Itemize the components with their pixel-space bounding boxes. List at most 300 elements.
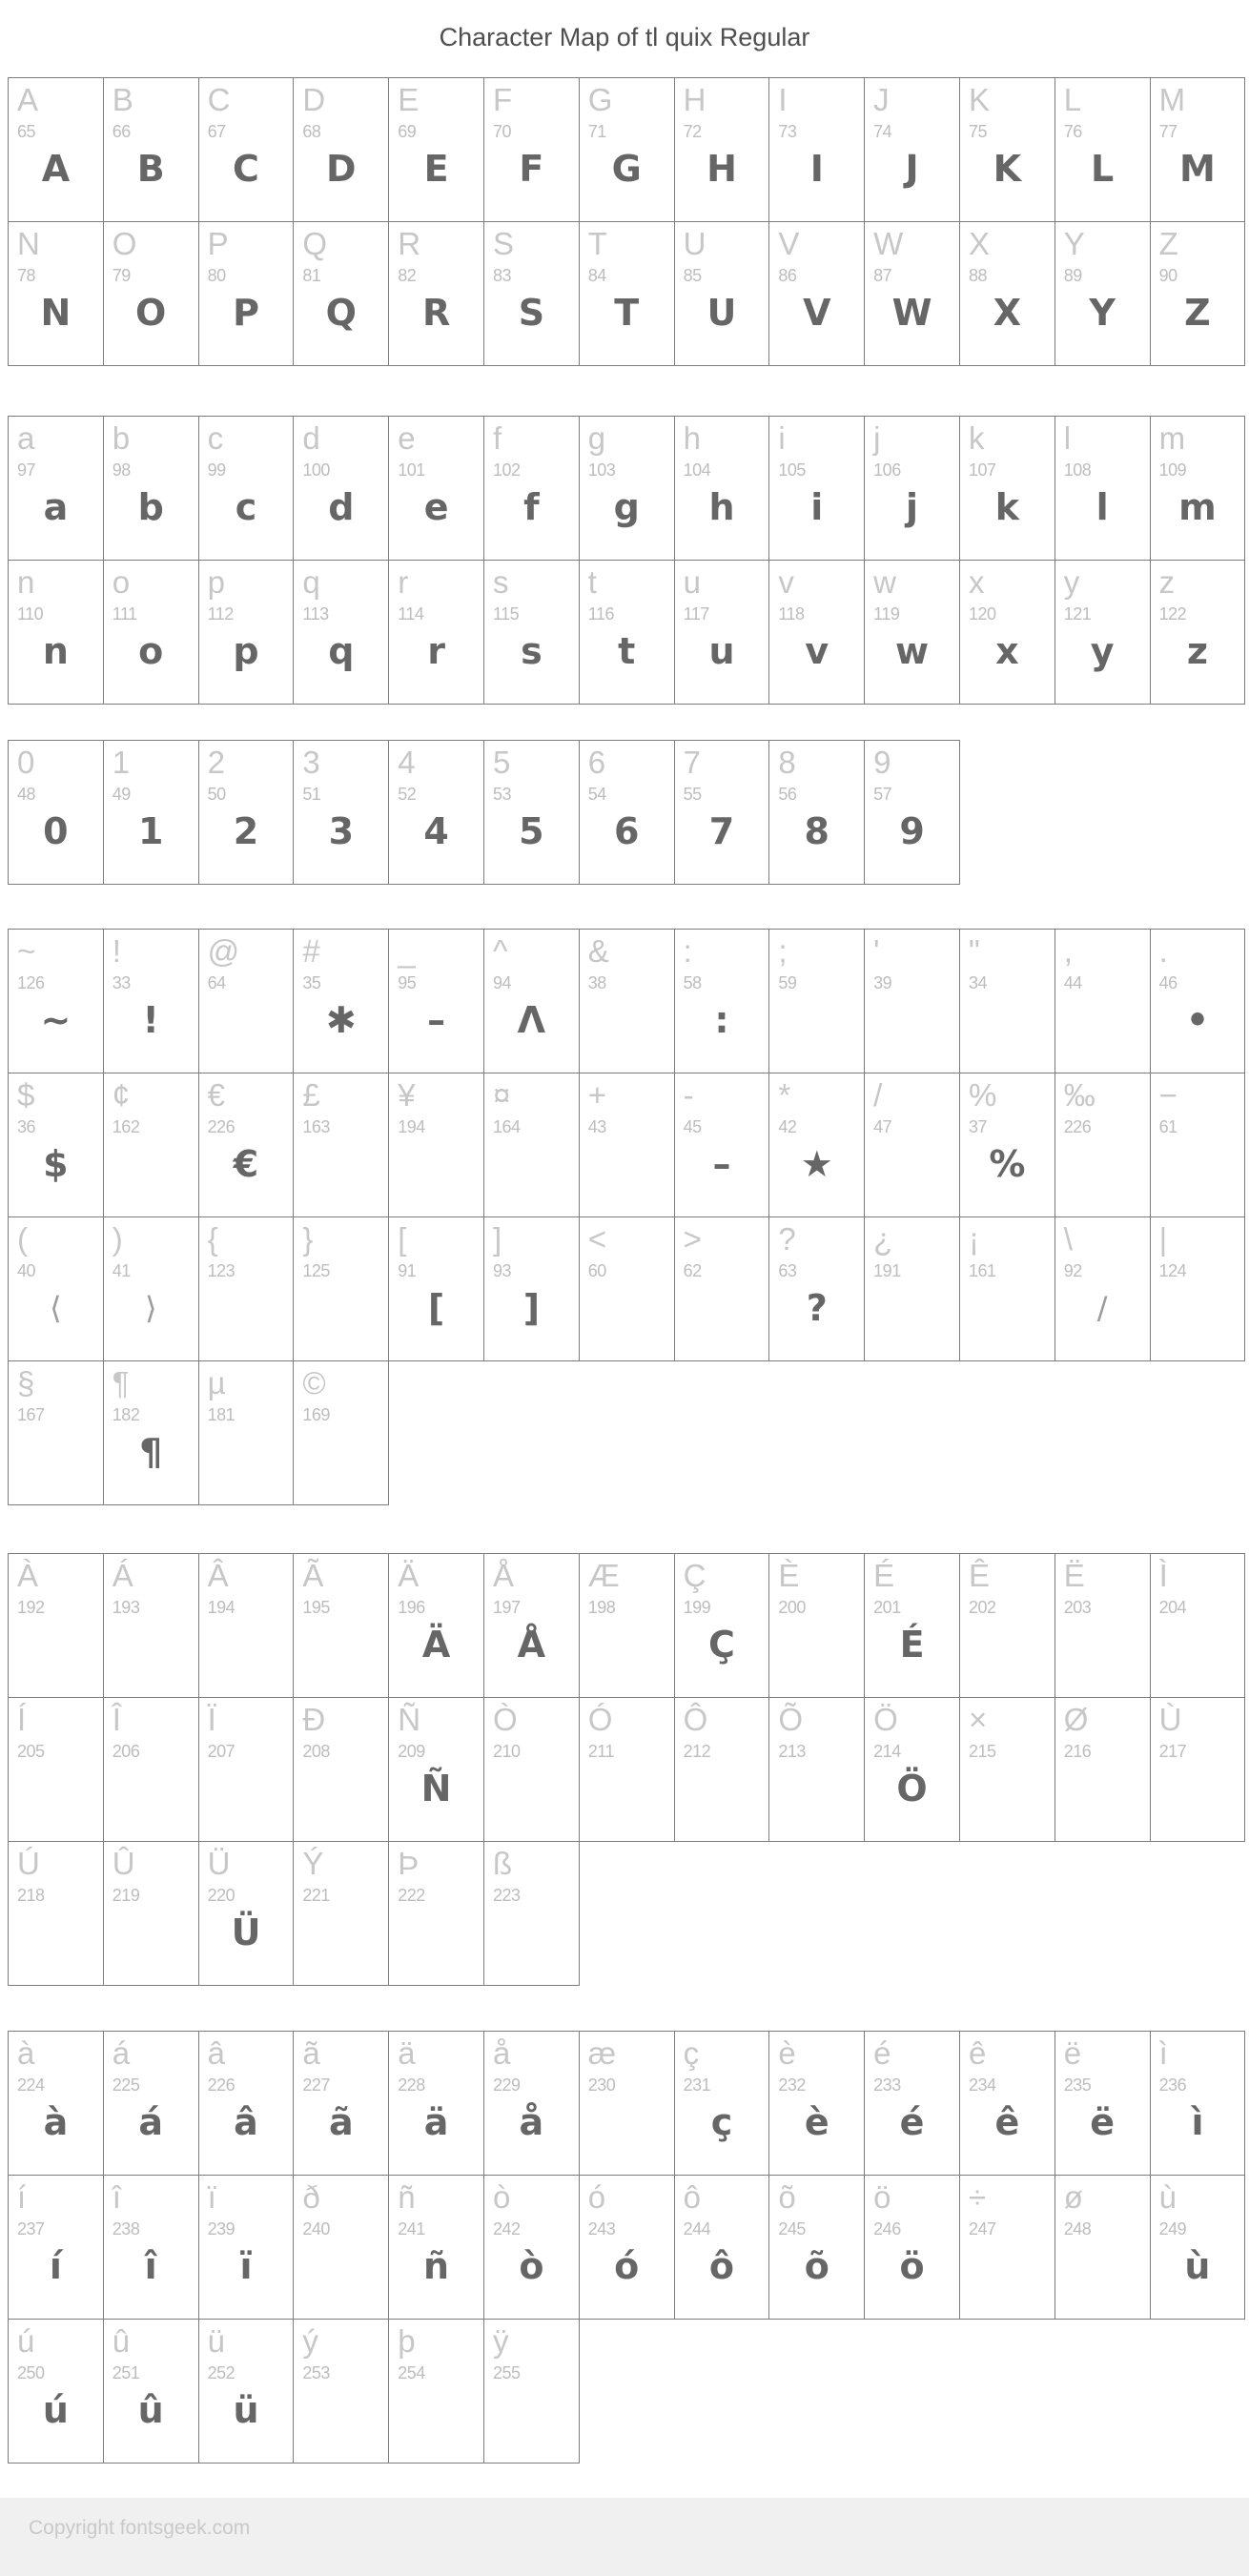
cell-char-code: 169 [302,1405,330,1424]
cell-char-code: 93 [492,1261,512,1280]
cell-char-label: x [968,564,984,600]
cell-glyph: ö [899,2245,925,2287]
cell-char-label: ê [968,2035,986,2071]
cell-char-code: 209 [398,1742,425,1761]
cell-char-code: 120 [968,604,996,624]
char-cell [293,1841,389,1986]
cell-glyph: ï [239,2245,253,2287]
cell-char-label: ô [683,2179,700,2215]
cell-glyph [580,1135,674,1194]
cell-glyph: Ö [896,1768,928,1809]
cell-char-code: 99 [207,460,226,480]
char-cell [103,1697,199,1842]
cell-char-label: g [587,420,605,456]
cell-glyph: É [899,1624,925,1666]
char-cell [483,740,580,885]
cell-char-label: o [112,564,130,600]
cell-char-code: 62 [683,1261,702,1280]
cell-glyph: – [427,999,446,1041]
cell-char-code: 69 [398,122,417,141]
cell-char-label: T [587,226,606,261]
char-cell [483,2319,580,2464]
cell-char-label: f [492,420,502,456]
cell-char-label: ñ [398,2179,415,2215]
cell-char-code: 67 [207,122,226,141]
cell-char-code: 77 [1158,122,1177,141]
cell-char-label: ç [683,2035,699,2071]
cell-glyph: K [993,148,1022,190]
cell-char-code: 243 [587,2219,616,2239]
cell-char-code: 162 [112,1117,140,1136]
char-cell [579,221,675,366]
cell-char-code: 76 [1063,122,1082,141]
cell-char-label: Ö [873,1702,897,1737]
cell-char-code: 82 [398,266,417,285]
char-cell [198,1553,295,1698]
char-cell [8,740,104,885]
cell-char-label: . [1158,933,1167,969]
cell-glyph: ó [614,2245,640,2287]
cell-char-label: ¿ [873,1221,892,1257]
cell-char-label: n [17,564,34,600]
cell-char-label: e [398,420,415,456]
cell-char-label: Ô [683,1702,707,1737]
char-cell [674,929,770,1073]
cell-char-code: 182 [112,1405,140,1424]
cell-char-code: 220 [207,1886,235,1905]
cell-glyph [1151,1615,1245,1674]
cell-char-label: Á [112,1558,133,1593]
char-row [8,560,1249,705]
char-cell [8,1216,104,1361]
char-cell [768,221,865,366]
cell-char-code: 111 [112,604,137,624]
char-cell [198,929,295,1073]
cell-char-code: 249 [1158,2219,1187,2239]
cell-glyph: ú [42,2389,69,2431]
cell-char-code: 196 [398,1598,425,1617]
cell-char-code: 65 [17,122,36,141]
char-cell [8,221,104,366]
char-row [8,740,1249,885]
charmap [8,77,1249,2464]
cell-glyph: 2 [233,810,259,852]
char-cell [483,416,580,561]
cell-glyph: ì [1191,2101,1204,2143]
cell-glyph: ò [519,2245,544,2287]
cell-char-code: 215 [968,1742,996,1761]
cell-char-label: Ñ [398,1702,420,1737]
cell-char-label: µ [207,1365,225,1400]
cell-glyph [580,2093,674,2152]
cell-glyph: ê [994,2101,1020,2143]
cell-char-code: 238 [112,2219,140,2239]
cell-char-label: ¤ [492,1077,510,1113]
char-cell [103,2319,199,2464]
cell-char-code: 107 [968,460,996,480]
cell-char-code: 44 [1063,973,1082,992]
cell-glyph [865,1135,959,1194]
cell-char-label: Ë [1063,1558,1084,1593]
char-cell [198,77,295,222]
char-cell [768,560,865,705]
cell-char-code: 234 [968,2075,996,2095]
cell-char-code: 109 [1158,460,1187,480]
cell-glyph: 5 [519,810,544,852]
cell-glyph: y [1090,630,1115,672]
char-cell [103,1216,199,1361]
cell-char-label: D [302,82,325,117]
cell-char-code: 113 [302,604,329,624]
cell-glyph: ç [710,2101,733,2143]
cell-char-code: 245 [778,2219,806,2239]
cell-char-label: a [17,420,34,456]
cell-glyph [484,1903,579,1962]
char-cell [8,2175,104,2320]
cell-char-label: ‰ [1063,1077,1095,1113]
cell-glyph: c [235,486,257,528]
cell-char-label: ì [1158,2035,1167,2071]
cell-char-code: 255 [492,2363,521,2382]
char-cell [1054,77,1151,222]
cell-glyph [9,1759,103,1818]
cell-glyph [294,2237,388,2296]
cell-glyph: S [518,292,545,334]
cell-char-code: 237 [17,2219,45,2239]
cell-glyph: ? [806,1287,828,1329]
cell-glyph [484,1759,579,1818]
char-cell [579,2175,675,2320]
cell-glyph [484,2381,579,2440]
cell-glyph: Q [325,292,357,334]
char-cell [483,221,580,366]
char-cell [293,929,389,1073]
cell-char-label: : [683,933,691,969]
cell-glyph: Å [517,1624,546,1666]
cell-char-code: 240 [302,2219,330,2239]
cell-glyph [960,1278,1054,1338]
char-cell [674,1697,770,1842]
cell-char-label: ÿ [492,2323,508,2359]
cell-char-code: 214 [873,1742,901,1761]
char-cell [1054,1216,1151,1361]
cell-char-code: 46 [1158,973,1177,992]
cell-glyph [9,1615,103,1674]
cell-char-label: 5 [492,745,510,780]
cell-char-label: F [492,82,512,117]
char-cell [388,1841,484,1986]
cell-glyph [960,2237,1054,2296]
cell-glyph: / [1096,1290,1108,1326]
char-cell [1054,2031,1151,2176]
cell-char-label: 1 [112,745,130,780]
cell-char-label: ä [398,2035,415,2071]
char-row [8,1553,1249,1698]
cell-char-code: 48 [17,785,36,804]
cell-char-label: Û [112,1846,134,1881]
char-cell [198,2031,295,2176]
cell-glyph [199,1278,294,1338]
cell-char-label: l [1063,420,1071,456]
cell-char-label: Ç [683,1558,706,1593]
cell-glyph: í [49,2245,62,2287]
char-cell [1150,1073,1246,1217]
cell-glyph [1151,1278,1245,1338]
cell-char-code: 49 [112,785,131,804]
cell-glyph: D [326,148,357,190]
cell-char-label: É [873,1558,894,1593]
cell-char-label: à [17,2035,34,2071]
cell-char-label: Ü [207,1846,230,1881]
cell-char-label: t [587,564,596,600]
cell-char-code: 54 [587,785,606,804]
cell-char-label: A [17,82,38,117]
char-cell [293,77,389,222]
cell-char-label: å [492,2035,510,2071]
char-cell [483,1216,580,1361]
section-punctuation [8,929,1249,1505]
cell-glyph: s [521,630,543,672]
cell-glyph: Ç [708,1624,735,1666]
char-cell [768,77,865,222]
cell-glyph: X [993,292,1022,334]
char-row [8,1216,1249,1361]
cell-char-label: ' [873,933,879,969]
cell-char-label: X [968,226,989,261]
cell-glyph [199,991,294,1050]
cell-glyph: u [708,630,735,672]
char-cell [483,929,580,1073]
char-cell [103,416,199,561]
cell-glyph: ä [423,2101,449,2143]
cell-char-label: \ [1063,1221,1072,1257]
cell-char-code: 35 [302,973,321,992]
cell-char-code: 51 [302,785,321,804]
char-cell [579,560,675,705]
cell-char-code: 207 [207,1742,235,1761]
section-lowercase [8,416,1249,705]
cell-glyph [1055,2237,1150,2296]
cell-glyph: G [611,148,642,190]
char-cell [1150,416,1246,561]
cell-char-label: u [683,564,700,600]
cell-char-label: û [112,2323,130,2359]
char-cell [388,416,484,561]
char-cell [293,2175,389,2320]
cell-char-code: 98 [112,460,131,480]
cell-char-label: y [1063,564,1079,600]
char-cell [674,416,770,561]
char-cell [388,1073,484,1217]
char-cell [8,929,104,1073]
cell-char-label: > [683,1221,701,1257]
char-cell [1150,929,1246,1073]
char-cell [483,2031,580,2176]
cell-char-code: 103 [587,460,616,480]
cell-char-code: 235 [1063,2075,1092,2095]
cell-char-code: 95 [398,973,417,992]
cell-glyph [580,1615,674,1674]
char-cell [483,77,580,222]
char-cell [959,2175,1055,2320]
cell-char-label: ð [302,2179,319,2215]
char-cell [198,1216,295,1361]
cell-glyph [960,1759,1054,1818]
char-row [8,2319,1249,2464]
cell-char-label: £ [302,1077,319,1113]
cell-char-label: Æ [587,1558,619,1593]
char-cell [103,2031,199,2176]
cell-char-code: 118 [778,604,805,624]
cell-char-label: ÷ [968,2179,986,2215]
cell-glyph: å [519,2101,544,2143]
cell-char-code: 222 [398,1886,425,1905]
char-cell [388,1216,484,1361]
char-cell [959,2031,1055,2176]
cell-char-label: i [778,420,785,456]
cell-char-code: 81 [302,266,321,285]
cell-char-label: Y [1063,226,1084,261]
cell-glyph: H [706,148,737,190]
cell-glyph: ü [233,2389,259,2431]
char-cell [674,77,770,222]
cell-char-code: 194 [398,1117,425,1136]
char-cell [579,2031,675,2176]
char-cell [959,1073,1055,1217]
cell-char-label: í [17,2179,26,2215]
cell-char-label: [ [398,1221,406,1257]
cell-char-label: k [968,420,984,456]
cell-char-label: ¢ [112,1077,130,1113]
cell-char-code: 117 [683,604,709,624]
cell-char-label: é [873,2035,891,2071]
char-cell [483,1553,580,1698]
cell-glyph: d [328,486,355,528]
cell-char-code: 123 [207,1261,235,1280]
cell-char-label: ¥ [398,1077,415,1113]
cell-char-code: 226 [207,2075,235,2095]
cell-char-code: 191 [873,1261,901,1280]
cell-char-label: Ã [302,1558,323,1593]
cell-glyph [104,1903,198,1962]
cell-char-code: 55 [683,785,702,804]
char-cell [483,1697,580,1842]
char-cell [103,560,199,705]
cell-glyph [675,1759,769,1818]
cell-char-code: 254 [398,2363,425,2382]
char-cell [959,1697,1055,1842]
cell-char-label: z [1158,564,1175,600]
cell-char-code: 38 [587,973,606,992]
cell-char-label: ë [1063,2035,1081,2071]
cell-glyph: 1 [137,810,164,852]
cell-char-label: Ê [968,1558,989,1593]
cell-char-code: 250 [17,2363,45,2382]
char-cell [1150,2175,1246,2320]
cell-char-code: 213 [778,1742,806,1761]
cell-glyph: e [423,486,449,528]
cell-glyph: õ [804,2245,829,2287]
char-cell [103,1553,199,1698]
cell-glyph [104,1615,198,1674]
cell-char-code: 36 [17,1117,36,1136]
cell-glyph [1055,1135,1150,1194]
cell-char-code: 102 [492,460,521,480]
cell-char-label: W [873,226,903,261]
cell-char-label: ; [778,933,787,969]
char-cell [198,1841,295,1986]
cell-glyph: Ñ [420,1768,452,1809]
cell-glyph: á [138,2101,164,2143]
cell-char-code: 225 [112,2075,140,2095]
cell-char-label: ] [492,1221,502,1257]
char-cell [8,1073,104,1217]
copyright-text: Copyright fontsgeek.com [29,2517,251,2539]
cell-glyph: 8 [804,810,829,852]
cell-char-label: L [1063,82,1081,117]
cell-char-label: Ì [1158,1558,1167,1593]
cell-glyph: l [1095,486,1109,528]
cell-glyph: % [989,1143,1026,1185]
cell-glyph [960,1615,1054,1674]
cell-glyph: 9 [899,810,925,852]
cell-char-label: G [587,82,612,117]
cell-glyph: è [804,2101,829,2143]
cell-char-label: @ [207,933,239,969]
cell-char-code: 198 [587,1598,616,1617]
char-cell [293,560,389,705]
cell-glyph [199,1422,294,1482]
char-cell [768,1073,865,1217]
cell-glyph: F [519,148,544,190]
char-cell [8,77,104,222]
cell-glyph: – [712,1143,731,1185]
cell-char-label: % [968,1077,996,1113]
char-cell [8,416,104,561]
cell-glyph: a [43,486,69,528]
char-cell [768,929,865,1073]
char-cell [483,1841,580,1986]
cell-char-code: 253 [302,2363,330,2382]
cell-char-code: 104 [683,460,711,480]
cell-char-label: j [873,420,880,456]
cell-char-label: Z [1158,226,1177,261]
cell-char-code: 39 [873,973,892,992]
cell-char-label: Þ [398,1846,419,1881]
cell-char-code: 110 [17,604,44,624]
cell-char-label: 0 [17,745,34,780]
cell-glyph: L [1091,148,1115,190]
cell-char-label: v [778,564,793,600]
cell-char-label: " [968,933,979,969]
char-cell [674,1553,770,1698]
cell-glyph: € [233,1143,259,1185]
cell-char-label: { [207,1221,217,1257]
cell-glyph [769,1759,864,1818]
cell-glyph: T [614,292,640,334]
cell-char-code: 232 [778,2075,806,2095]
cell-char-code: 201 [873,1598,901,1617]
cell-char-label: d [302,420,319,456]
cell-char-code: 56 [778,785,797,804]
cell-char-code: 203 [1063,1598,1092,1617]
cell-char-code: 85 [683,266,702,285]
cell-glyph [199,1615,294,1674]
char-cell [198,416,295,561]
cell-char-code: 194 [207,1598,235,1617]
cell-char-code: 80 [207,266,226,285]
char-cell [674,2175,770,2320]
